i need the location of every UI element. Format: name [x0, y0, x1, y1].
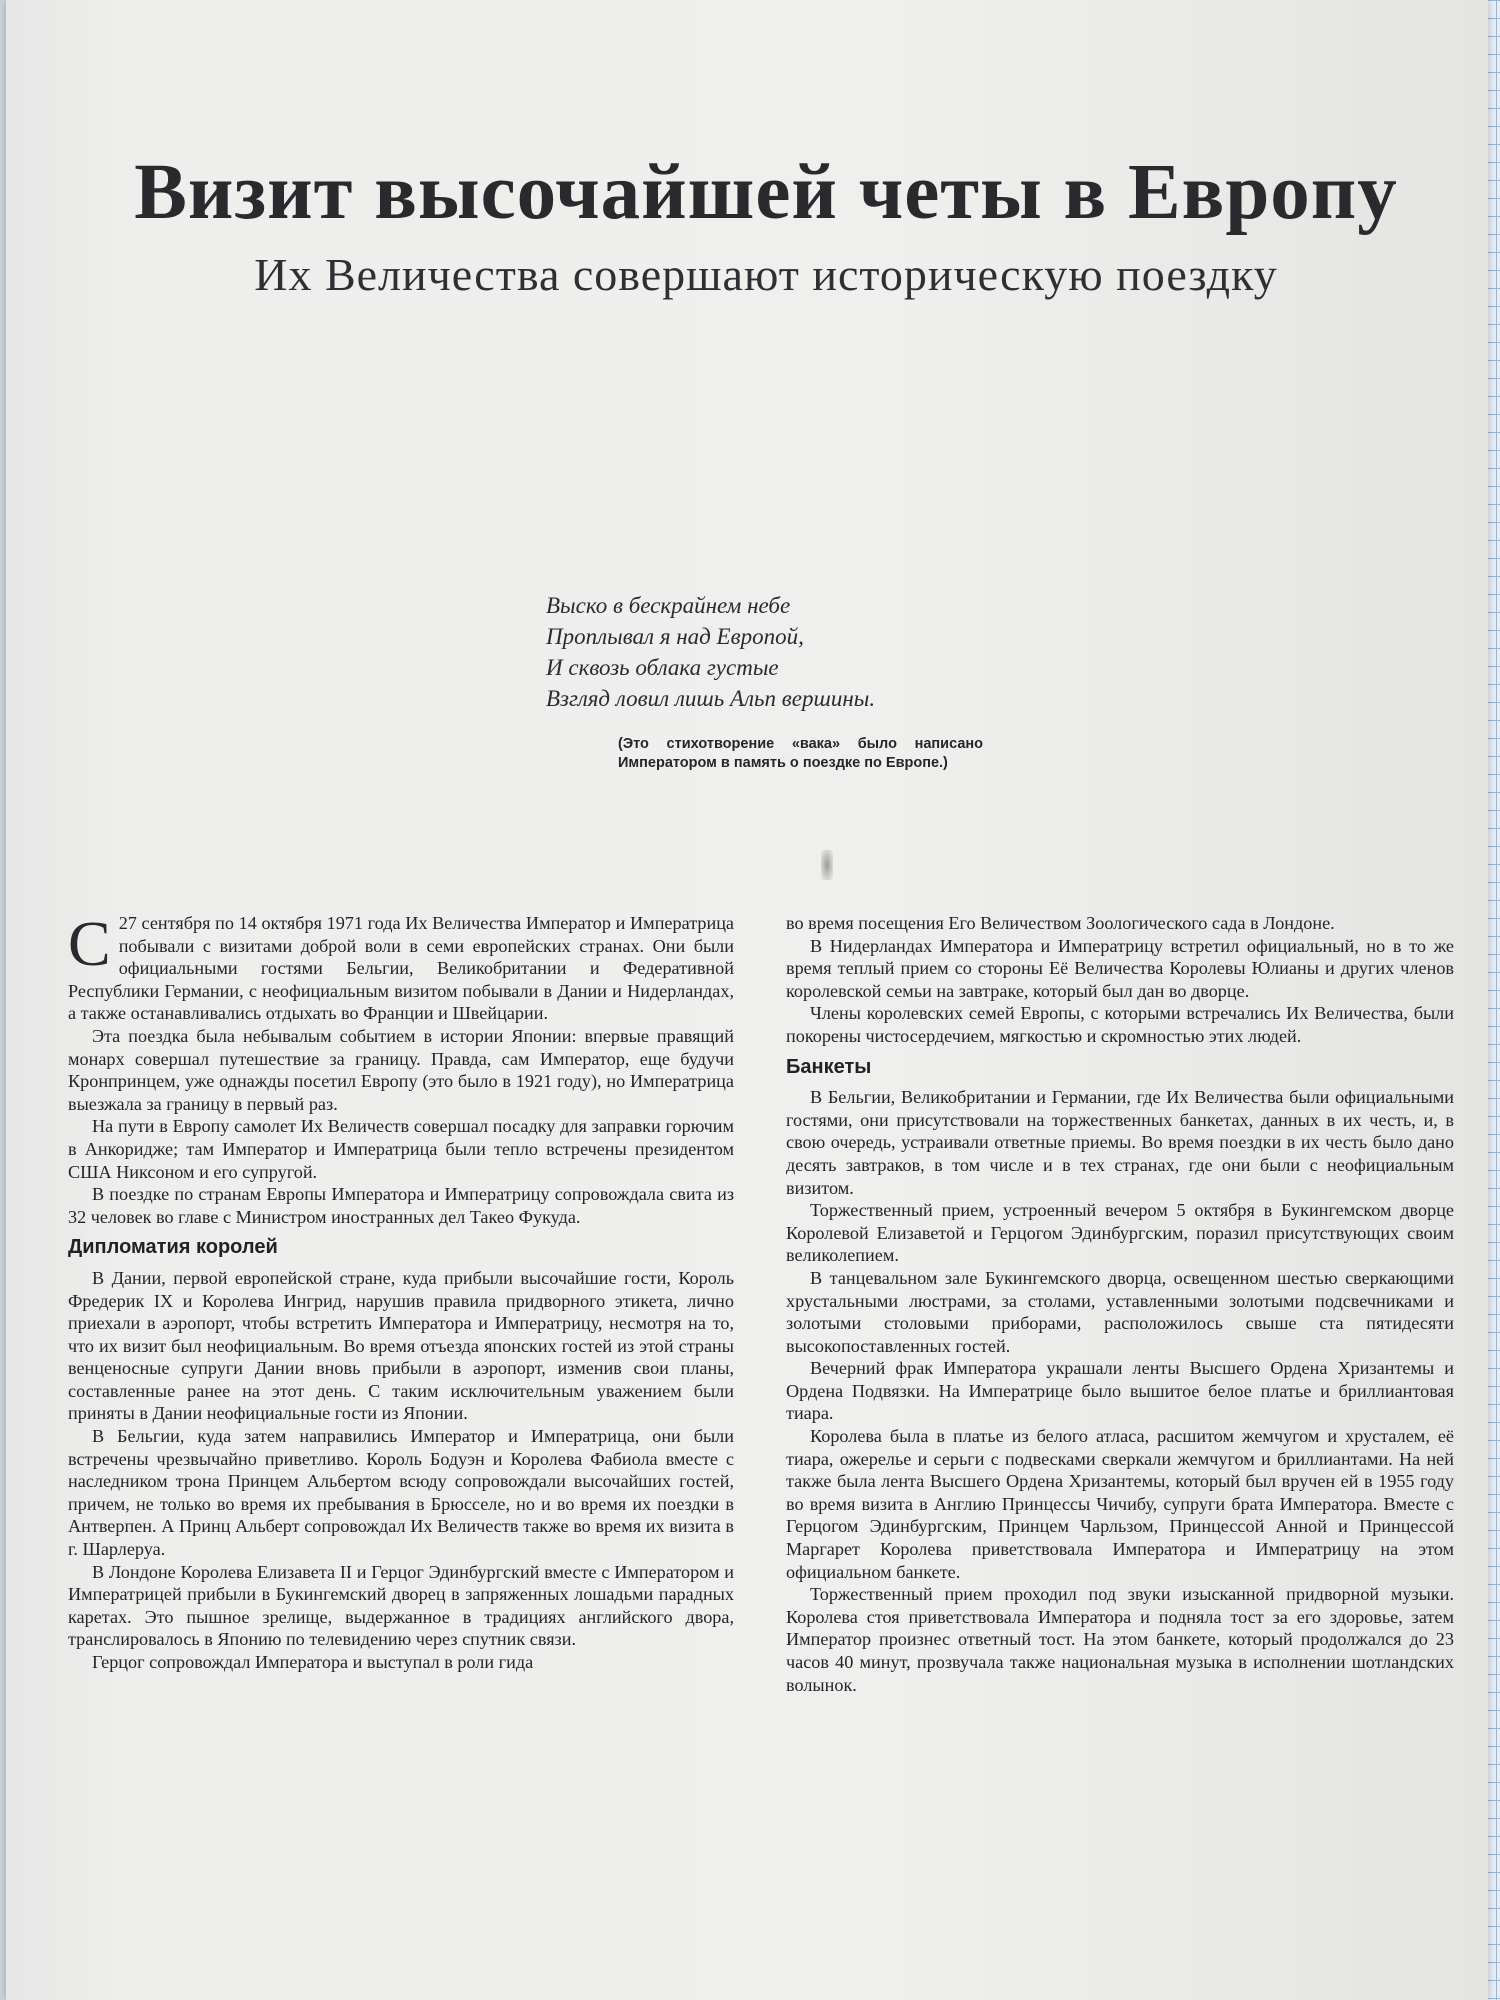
intro-text: 27 сентября по 14 октября 1971 года Их Величества Император и Императрица побывали с визитами доброй воли в семи европейских странах. Они были официальными гостями Бельгии, Великобритании и Федеративной Республики Германии, с неофициальным визитом побывали в Дании и Нидерландах, а также останавливались отдыхать во Франции и Швейцарии.: [68, 913, 734, 1024]
paper-smudge: [821, 850, 833, 880]
document-page: [6, 0, 1488, 2000]
paragraph: во время посещения Его Величеством Зоологического сада в Лондоне.: [786, 913, 1335, 933]
intro-paragraph: [68, 908, 734, 1025]
poem-line: И сквозь облака густые: [546, 655, 779, 680]
section-heading: Банкеты: [786, 1055, 872, 1078]
paragraph: Члены королевских семей Европы, с которыми встречались Их Величества, были покорены чистосердечием, мягкостью и скромностью этих людей.: [786, 1003, 1454, 1046]
paragraph: Вечерний фрак Императора украшали ленты Высшего Ордена Хризантемы и Ордена Подвязки. На Императрице было вышитое белое платье и бриллиантовая тиара.: [786, 1358, 1454, 1424]
paragraph: Торжественный прием, устроенный вечером 5 октября в Букингемском дворце Королевой Елизаветой и Герцогом Эдинбургским, поразил присутствующих своим великолепием.: [786, 1200, 1454, 1266]
paragraph: В Бельгии, куда затем направились Император и Императрица, они были встречены чрезвычайно приветливо. Король Бодуэн и Королева Фабиола вместе с наследником трона Принцем Альбертом всюду сопровождали высочайших гостей, причем, не только во время их пребывания в Брюсселе, но и во время их поездки в Антверпен. А Принц Альберт сопровождал Их Величеств также во время их визита в г. Шарлеруа.: [68, 1426, 734, 1560]
poem-line: Взгляд ловил лишь Альп вершины.: [546, 686, 876, 711]
paragraph: В Дании, первой европейской стране, куда прибыли высочайшие гости, Король Фредерик IX и Королева Ингрид, нарушив правила придворного этикета, лично приехали в аэропорт, чтобы встретить Императора и Императрицу, несмотря на то, что их визит был неофициальным. Во время отъезда японских гостей из этой страны венценосные супруги Дании вновь прибыли в аэропорт, изменив свои планы, составленные ранее на этот день. С таким исключительным уважением были приняты в Дании неофициальные гости из Японии.: [68, 1267, 734, 1424]
paragraph: Королева была в платье из белого атласа, расшитом жемчугом и хрусталем, её тиара, ожерелье и серьги с подвесками сверкали жемчугом и бриллиантами. На ней также была лента Высшего Ордена Хризантемы, который был вручен ей в 1955 году во время визита в Англию Принцессы Чичибу, супруги брата Императора. Вместе с Герцогом Эдинбургским, Принцем Чарльзом, Принцессой Анной и Принцессой Маргарет Королева приветствовала Императора и Императрицу на этом официальном банкете.: [786, 1426, 1454, 1582]
paragraph: В Нидерландах Императора и Императрицу встретил официальный, но в то же время теплый прием со стороны Её Величества Королевы Юлианы и других членов королевской семьи на завтраке, который был дан во дворце.: [786, 935, 1454, 1001]
left-column: [68, 908, 734, 1674]
section-heading: Дипломатия королей: [68, 1236, 278, 1259]
article-title: Визит высочайшей четы в Европу: [134, 149, 1398, 236]
article-subtitle: Их Величества совершают историческую поездку: [254, 249, 1278, 300]
paragraph: Торжественный прием проходил под звуки изысканной придворной музыки. Королева стоя приветствовала Императора и подняла тост за его здоровье, затем Император произнес ответный тост. На этом банкете, который продолжался до 23 часов 40 минут, прозвучала также национальная музыка в исполнении шотландских волынок.: [786, 1584, 1454, 1695]
paragraph: В Бельгии, Великобритании и Германии, где Их Величества были официальными гостями, они присутствовали на торжественных банкетах, данных в их честь, и, в свою очередь, устраивали ответные приемы. Во время поездки в их честь было дано десять завтраков, в том числе и в тех странах, где они были с неофициальным визитом.: [786, 1087, 1454, 1198]
poem: [546, 590, 875, 714]
paragraph: На пути в Европу самолет Их Величеств совершал посадку для заправки горючим в Анкоридже; там Император и Императрица были тепло встречены президентом США Никсоном и его супругой.: [68, 1116, 734, 1182]
paragraph: Эта поездка была небывалым событием в истории Японии: впервые правящий монарх совершал путешествие за границу. Правда, сам Император, еще будучи Кронпринцем, уже однажды посетил Европу (это было в 1921 году), но Императрица выезжала за границу в первый раз.: [68, 1025, 734, 1114]
right-column: [786, 912, 1454, 1696]
drop-cap: С: [68, 908, 111, 979]
paragraph: Герцог сопровождал Императора и выступал в роли гида: [92, 1652, 534, 1672]
paragraph: В Лондоне Королева Елизавета II и Герцог Эдинбургский вместе с Императором и Императрицей прибыли в Букингемский дворец в запряженных лошадьми парадных каретах. Это пышное зрелище, выдержанное в традициях английского двора, транслировалось в Японию по телевидению через спутник связи.: [68, 1561, 734, 1650]
paragraph: В танцевальном зале Букингемского дворца, освещенном шестью сверкающими хрустальными люстрами, за столами, уставленными золотыми подсвечниками и золотыми столовыми приборами, расположилось свыше ста пятидесяти высокопоставленных гостей.: [786, 1267, 1454, 1356]
poem-note: (Это стихотворение «вака» было написано Императором в память о поездке по Европе.): [618, 736, 983, 771]
poem-line: Выско в бескрайнем небе: [546, 593, 791, 618]
paragraph: В поездке по странам Европы Императора и Императрицу сопровождала свита из 32 человек во главе с Министром иностранных дел Такео Фукуда.: [68, 1184, 734, 1227]
poem-line: Проплывал я над Европой,: [546, 624, 804, 649]
